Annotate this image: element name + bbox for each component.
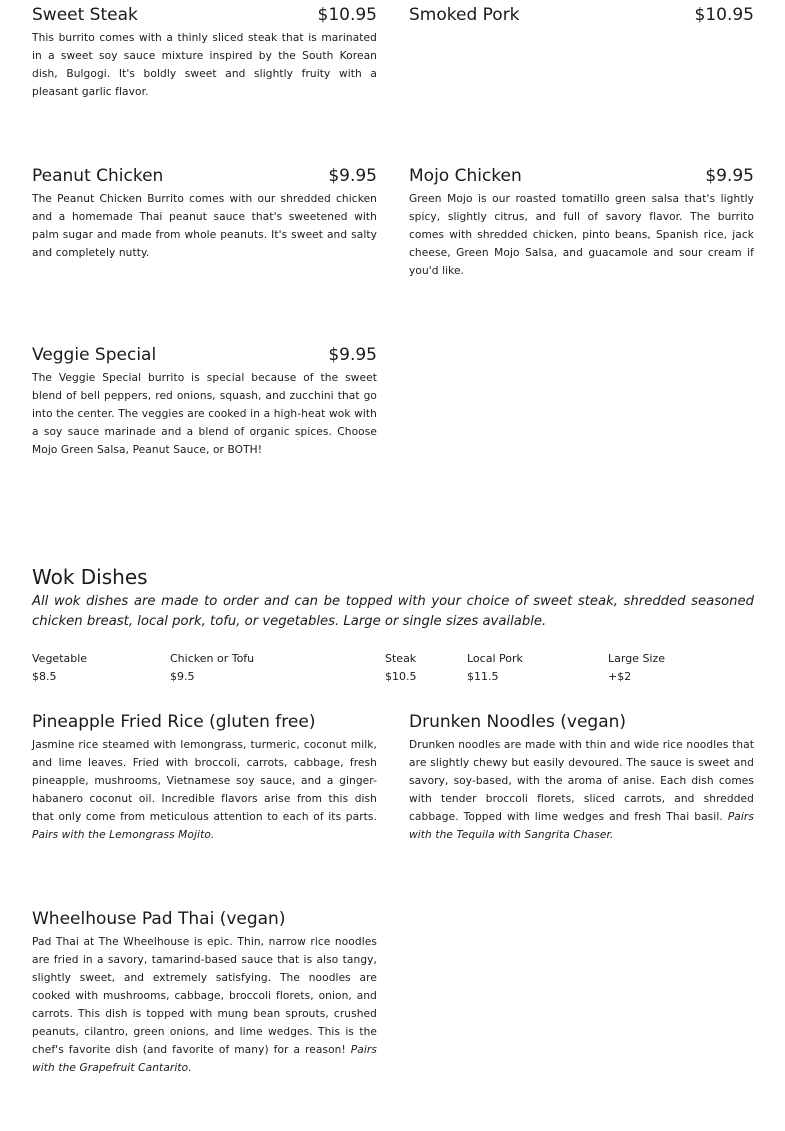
menu-item-price: $9.95 [328,166,377,186]
price-column-chicken-or-tofu [170,650,254,686]
menu-item-description: The Peanut Chicken Burrito comes with our shredded chicken and a homemade Thai peanut sauce that's sweetened with palm sugar and made from whole peanuts. It's sweet and salty and completely nutty. [32,193,377,259]
menu-item-description [409,736,754,844]
menu-item-name: Mojo Chicken [409,166,522,186]
menu-item-name: Smoked Pork [409,5,520,25]
price-column-vegetable [32,650,87,686]
menu-item-name: Sweet Steak [32,5,138,25]
wok-price-table [0,650,785,690]
menu-item-heading [409,165,754,187]
menu-item-heading [409,711,754,733]
menu-item-price: $9.95 [705,166,754,186]
price-label: Chicken or Tofu [170,652,255,665]
price-value: $8.5 [32,670,57,683]
price-value: $11.5 [467,670,499,683]
menu-item-smoked-pork [409,4,754,26]
menu-item-wheelhouse-pad-thai [32,908,377,1077]
description-text: Pad Thai at The Wheelhouse is epic. Thin, narrow rice noodles are fried in a savory, tamarind-based sauce that is also tangy, slightly sweet, and extremely satisfying. The noodles are cooked with mushrooms, cabbage, broccoli florets, onion, and carrots. This dish is topped with mung bean sprouts, crushed peanuts, cilantro, green onions, and lime wedges. This is the chef's favorite dish (and favorite of many) for a reason! [32,936,377,1056]
price-label: Steak [385,652,417,665]
pairing-text: Pairs with the Lemongrass Mojito. [32,829,215,841]
menu-item-name: Veggie Special [32,345,157,365]
menu-item-peanut-chicken [32,165,377,262]
menu-item-description [32,736,377,844]
price-value: +$2 [608,670,632,683]
menu-item-heading [409,4,754,26]
menu-item-pineapple-fried-rice [32,711,377,844]
menu-item-description [32,933,377,1077]
price-column-local-pork [467,650,523,686]
menu-item-name: Wheelhouse Pad Thai (vegan) [32,909,286,929]
menu-item-heading [32,711,377,733]
menu-item-name: Drunken Noodles (vegan) [409,712,627,732]
menu-item-drunken-noodles [409,711,754,844]
menu-item-heading [32,165,377,187]
menu-item-price: $10.95 [694,5,754,25]
price-value: $10.5 [385,670,417,683]
menu-item-heading [32,908,377,930]
menu-item-price: $10.95 [317,5,377,25]
menu-item-heading [32,344,377,366]
menu-item-description: Green Mojo is our roasted tomatillo green salsa that's lightly spicy, slightly citrus, and full of savory flavor. The burrito comes with shredded chicken, pinto beans, Spanish rice, jack cheese, Green Mojo Salsa, and guacamole and sour cream if you'd like. [409,193,754,277]
price-value: $9.5 [170,670,195,683]
section-intro: All wok dishes are made to order and can be topped with your choice of sweet steak, shredded seasoned chicken breast, local pork, tofu, or vegetables. Large or single sizes available. [32,594,754,629]
description-text: Jasmine rice steamed with lemongrass, turmeric, coconut milk, and lime leaves. Fried with broccoli, carrots, cabbage, fresh pineapple, mushrooms, Vietnamese soy sauce, and a ginger-habanero coconut oil. Incredible flavors arise from this dish that only come from meticulous attention to each of its parts. [32,739,377,823]
section-title-wok-dishes: Wok Dishes [32,565,148,589]
menu-item-description: The Veggie Special burrito is special because of the sweet blend of bell peppers, red onions, squash, and zucchini that go into the center. The veggies are cooked in a high-heat wok with a soy sauce marinade and a blend of organic spices. Choose Mojo Green Salsa, Peanut Sauce, or BOTH! [32,372,377,456]
pairing-text: Pairs with the Grapefruit Cantarito. [32,1044,377,1074]
price-label: Vegetable [32,652,88,665]
menu-item-name: Peanut Chicken [32,166,164,186]
price-label: Local Pork [467,652,523,665]
menu-item-veggie-special [32,344,377,459]
description-text: Drunken noodles are made with thin and wide rice noodles that are slightly chewy but easily devoured. The sauce is sweet and savory, soy-based, with the aroma of anise. Each dish comes with tender broccoli florets, sliced carrots, and shredded cabbage. Topped with lime wedges and fresh Thai basil. [409,739,754,823]
price-column-steak [385,650,417,686]
price-label: Large Size [608,652,666,665]
menu-item-description: This burrito comes with a thinly sliced steak that is marinated in a sweet soy sauce mixture inspired by the South Korean dish, Bulgogi. It's boldly sweet and slightly fruity with a pleasant garlic flavor. [32,32,377,98]
pairing-text: Pairs with the Tequila with Sangrita Chaser. [409,811,755,841]
menu-item-name: Pineapple Fried Rice (gluten free) [32,712,316,732]
menu-item-heading [32,4,377,26]
price-column-large-size [608,650,665,686]
menu-item-mojo-chicken [409,165,754,280]
menu-item-sweet-steak [32,4,377,101]
menu-item-price: $9.95 [328,345,377,365]
